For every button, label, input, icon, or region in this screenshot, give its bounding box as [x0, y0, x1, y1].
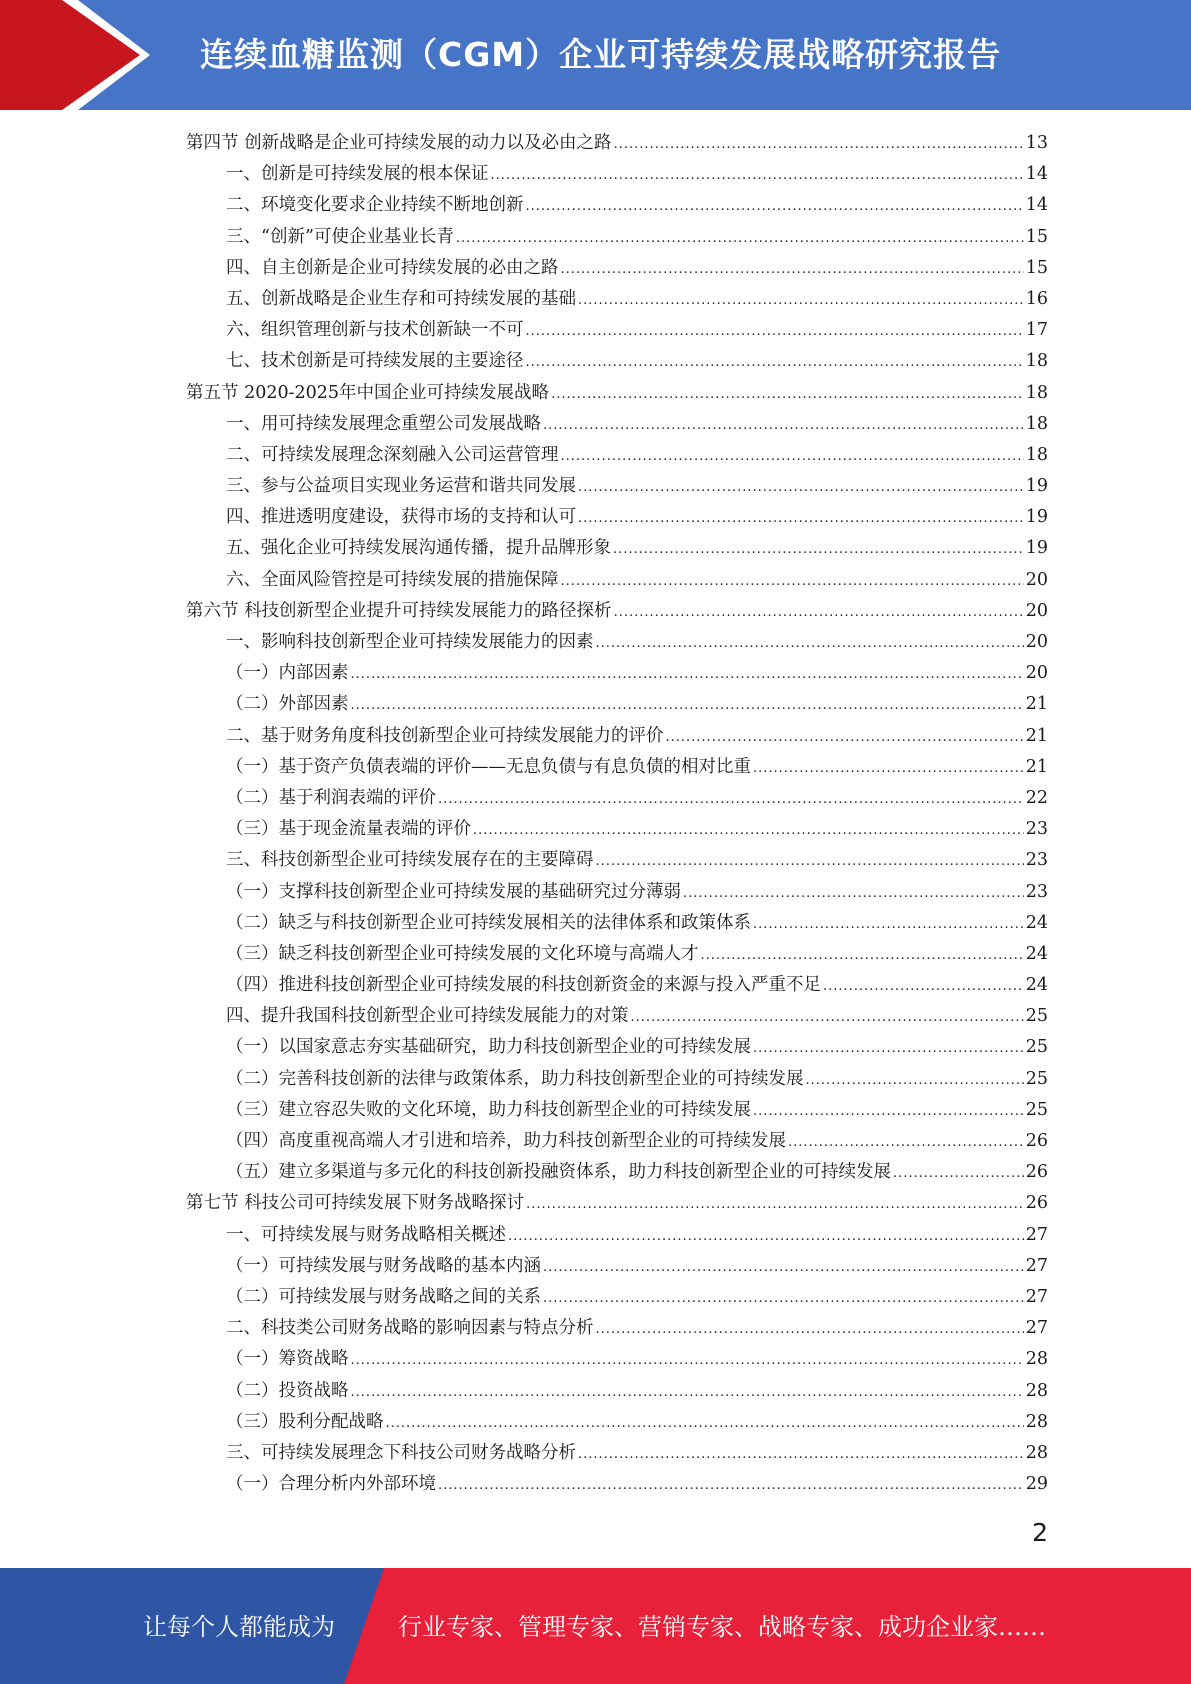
toc-entry-page: 18	[1025, 413, 1048, 434]
toc-entry[interactable]	[186, 1001, 1048, 1032]
toc-entry[interactable]	[186, 1313, 1048, 1344]
toc-entry-title: 二、基于财务角度科技创新型企业可持续发展能力的评价	[226, 725, 664, 746]
toc-entry[interactable]	[186, 284, 1048, 315]
toc-entry[interactable]	[186, 1188, 1048, 1219]
footer-slogan-left: 让每个人都能成为	[143, 1613, 335, 1641]
toc-entry-title: 三、“创新”可使企业基业长青	[226, 226, 454, 247]
toc-leader-dots	[543, 410, 1024, 441]
toc-entry-page: 13	[1025, 133, 1048, 153]
toc-entry[interactable]	[186, 1407, 1048, 1438]
toc-entry-page: 19	[1025, 507, 1048, 528]
toc-leader-dots	[596, 1314, 1024, 1345]
toc-entry-page: 20	[1025, 600, 1048, 621]
toc-entry-page: 26	[1025, 1162, 1048, 1183]
toc-entry-page: 26	[1025, 1193, 1048, 1214]
toc-entry-page: 20	[1025, 632, 1048, 652]
toc-entry[interactable]	[186, 1251, 1048, 1282]
toc-leader-dots	[823, 971, 1024, 1002]
toc-leader-dots	[543, 1283, 1024, 1314]
toc-entry-title: （一）筹资战略	[226, 1349, 349, 1370]
footer-slogan-right: 行业专家、管理专家、营销专家、战略专家、成功企业家……	[398, 1613, 1046, 1641]
toc-entry-page: 16	[1025, 288, 1048, 309]
toc-entry-page: 14	[1025, 195, 1048, 216]
toc-entry-title: （一）基于资产负债表端的评价——无息负债与有息负债的相对比重	[226, 756, 751, 777]
toc-entry-title: （三）股利分配战略	[226, 1411, 384, 1432]
toc-leader-dots	[543, 1252, 1024, 1283]
toc-entry[interactable]	[186, 315, 1048, 346]
toc-entry[interactable]	[186, 814, 1048, 845]
toc-entry-page: 23	[1025, 850, 1048, 871]
toc-entry[interactable]	[186, 440, 1048, 471]
toc-entry-title: （一）可持续发展与财务战略的基本内涵	[226, 1255, 541, 1276]
toc-leader-dots	[753, 753, 1024, 784]
toc-entry-title: （二）基于利润表端的评价	[226, 787, 436, 808]
toc-entry[interactable]	[186, 1126, 1048, 1157]
toc-leader-dots	[561, 254, 1024, 285]
page-number: 2	[1032, 1518, 1048, 1547]
toc-leader-dots	[806, 1065, 1024, 1096]
toc-entry[interactable]	[186, 970, 1048, 1001]
toc-leader-dots	[561, 566, 1024, 597]
toc-entry[interactable]	[186, 1438, 1048, 1469]
toc-leader-dots	[666, 722, 1024, 753]
toc-entry[interactable]	[186, 565, 1048, 596]
toc-entry-page: 20	[1025, 569, 1048, 590]
toc-entry-title: （三）建立容忍失败的文化环境，助力科技创新型企业的可持续发展	[226, 1099, 751, 1120]
toc-entry[interactable]	[186, 627, 1048, 658]
toc-leader-dots	[614, 129, 1024, 160]
toc-entry-title: （四）高度重视高端人才引进和培养，助力科技创新型企业的可持续发展	[226, 1131, 786, 1151]
toc-leader-dots	[526, 191, 1024, 222]
toc-entry-page: 27	[1025, 1318, 1048, 1339]
toc-entry-title: 一、创新是可持续发展的根本保证	[226, 164, 489, 185]
toc-entry[interactable]	[186, 939, 1048, 970]
toc-leader-dots	[578, 1439, 1024, 1470]
table-of-contents	[186, 128, 1048, 1500]
toc-leader-dots	[753, 1096, 1024, 1127]
toc-entry-page: 21	[1025, 725, 1048, 746]
toc-entry-page: 28	[1025, 1442, 1048, 1463]
toc-leader-dots	[551, 379, 1024, 410]
toc-leader-dots	[788, 1127, 1024, 1158]
toc-leader-dots	[351, 1377, 1024, 1408]
toc-entry-title: （三）缺乏科技创新型企业可持续发展的文化环境与高端人才	[226, 943, 699, 964]
toc-entry[interactable]	[186, 128, 1048, 159]
toc-entry-page: 28	[1025, 1349, 1048, 1370]
toc-leader-dots	[683, 878, 1024, 909]
toc-entry-title: （二）可持续发展与财务战略之间的关系	[226, 1286, 541, 1307]
toc-entry[interactable]	[186, 1376, 1048, 1407]
toc-entry-page: 26	[1025, 1131, 1048, 1151]
toc-entry-page: 24	[1025, 975, 1048, 996]
toc-entry-page: 23	[1025, 819, 1048, 840]
toc-entry[interactable]	[186, 1157, 1048, 1188]
toc-entry-title: （一）支撑科技创新型企业可持续发展的基础研究过分薄弱	[226, 881, 681, 902]
toc-entry-page: 25	[1025, 1037, 1048, 1058]
toc-entry[interactable]	[186, 658, 1048, 689]
toc-entry-page: 15	[1025, 257, 1048, 278]
toc-leader-dots	[631, 1002, 1024, 1033]
toc-leader-dots	[578, 285, 1024, 316]
toc-entry-page: 22	[1025, 787, 1048, 808]
toc-entry-title: 一、影响科技创新型企业可持续发展能力的因素	[226, 632, 594, 652]
toc-entry-title: 五、强化企业可持续发展沟通传播，提升品牌形象	[226, 538, 611, 559]
toc-entry-title: （一）以国家意志夯实基础研究，助力科技创新型企业的可持续发展	[226, 1037, 751, 1058]
toc-entry[interactable]	[186, 1064, 1048, 1095]
toc-entry-page: 29	[1025, 1474, 1048, 1495]
toc-entry[interactable]	[186, 1344, 1048, 1375]
toc-entry-title: 二、科技类公司财务战略的影响因素与特点分析	[226, 1318, 594, 1339]
toc-leader-dots	[351, 659, 1024, 690]
toc-entry[interactable]	[186, 253, 1048, 284]
toc-entry-page: 24	[1025, 943, 1048, 964]
toc-entry-page: 21	[1025, 756, 1048, 777]
toc-entry-title: 二、可持续发展理念深刻融入公司运营管理	[226, 444, 559, 465]
toc-entry[interactable]	[186, 1220, 1048, 1251]
footer-banner	[0, 1568, 1191, 1684]
toc-leader-dots	[596, 846, 1024, 877]
toc-leader-dots	[473, 815, 1024, 846]
toc-entry[interactable]	[186, 1095, 1048, 1126]
toc-entry-page: 25	[1025, 1099, 1048, 1120]
toc-entry[interactable]	[186, 845, 1048, 876]
toc-entry-page: 18	[1025, 444, 1048, 465]
toc-entry-page: 18	[1025, 382, 1048, 403]
toc-entry-title: 三、可持续发展理念下科技公司财务战略分析	[226, 1442, 576, 1463]
toc-leader-dots	[438, 784, 1024, 815]
toc-entry-page: 25	[1025, 1068, 1048, 1089]
toc-entry[interactable]	[186, 222, 1048, 253]
toc-entry[interactable]	[186, 783, 1048, 814]
toc-leader-dots	[438, 1470, 1024, 1501]
toc-leader-dots	[526, 316, 1024, 347]
toc-entry-title: 四、自主创新是企业可持续发展的必由之路	[226, 257, 559, 278]
toc-entry-title: （五）建立多渠道与多元化的科技创新投融资体系，助力科技创新型企业的可持续发展	[226, 1162, 891, 1183]
toc-entry-page: 14	[1025, 164, 1048, 185]
toc-entry[interactable]	[186, 752, 1048, 783]
toc-entry[interactable]	[186, 1032, 1048, 1063]
toc-leader-dots	[596, 628, 1024, 659]
toc-entry-page: 19	[1025, 476, 1048, 497]
toc-entry-page: 17	[1025, 320, 1048, 341]
report-header	[0, 0, 1191, 110]
toc-entry-title: （三）基于现金流量表端的评价	[226, 819, 471, 840]
toc-entry[interactable]	[186, 877, 1048, 908]
toc-entry[interactable]	[186, 159, 1048, 190]
toc-leader-dots	[351, 690, 1024, 721]
toc-entry-title: （一）合理分析内外部环境	[226, 1474, 436, 1495]
toc-entry-title: 六、组织管理创新与技术创新缺一不可	[226, 320, 524, 341]
toc-leader-dots	[561, 441, 1024, 472]
toc-entry-page: 25	[1025, 1006, 1048, 1027]
toc-entry[interactable]	[186, 378, 1048, 409]
toc-leader-dots	[386, 1408, 1024, 1439]
toc-entry[interactable]	[186, 908, 1048, 939]
toc-entry-title: 第七节 科技公司可持续发展下财务战略探讨	[186, 1193, 525, 1214]
toc-leader-dots	[508, 1221, 1024, 1252]
toc-entry[interactable]	[186, 689, 1048, 720]
toc-entry-title: （二）缺乏与科技创新型企业可持续发展相关的法律体系和政策体系	[226, 912, 751, 933]
toc-entry[interactable]	[186, 409, 1048, 440]
toc-leader-dots	[613, 534, 1024, 565]
toc-entry[interactable]	[186, 1469, 1048, 1500]
toc-leader-dots	[614, 597, 1024, 628]
toc-leader-dots	[701, 940, 1024, 971]
toc-leader-dots	[456, 223, 1024, 254]
toc-entry-title: 五、创新战略是企业生存和可持续发展的基础	[226, 288, 576, 309]
report-title: 连续血糖监测（CGM）企业可持续发展战略研究报告	[200, 35, 1002, 74]
toc-entry-title: 七、技术创新是可持续发展的主要途径	[226, 351, 524, 372]
toc-entry[interactable]	[186, 721, 1048, 752]
toc-leader-dots	[526, 347, 1024, 378]
toc-leader-dots	[578, 472, 1024, 503]
toc-entry-page: 15	[1025, 226, 1048, 247]
toc-entry-title: 三、科技创新型企业可持续发展存在的主要障碍	[226, 850, 594, 871]
toc-leader-dots	[578, 503, 1024, 534]
toc-entry[interactable]	[186, 346, 1048, 377]
toc-entry-page: 20	[1025, 663, 1048, 684]
toc-entry-title: 第六节 科技创新型企业提升可持续发展能力的路径探析	[186, 600, 612, 621]
toc-entry-title: 第五节 2020-2025年中国企业可持续发展战略	[186, 382, 550, 403]
toc-entry-page: 28	[1025, 1411, 1048, 1432]
toc-leader-dots	[526, 1189, 1024, 1220]
toc-entry-page: 24	[1025, 912, 1048, 933]
toc-entry[interactable]	[186, 502, 1048, 533]
toc-entry-page: 27	[1025, 1224, 1048, 1245]
toc-entry-page: 18	[1025, 351, 1048, 372]
toc-entry[interactable]	[186, 596, 1048, 627]
toc-entry-title: 二、环境变化要求企业持续不断地创新	[226, 195, 524, 216]
toc-entry-title: （二）完善科技创新的法律与政策体系，助力科技创新型企业的可持续发展	[226, 1068, 804, 1089]
toc-entry-title: 一、用可持续发展理念重塑公司发展战略	[226, 413, 541, 434]
toc-entry[interactable]	[186, 1282, 1048, 1313]
toc-entry-title: 四、提升我国科技创新型企业可持续发展能力的对策	[226, 1006, 629, 1027]
toc-entry-title: 第四节 创新战略是企业可持续发展的动力以及必由之路	[186, 133, 612, 153]
toc-entry-page: 19	[1025, 538, 1048, 559]
toc-leader-dots	[753, 909, 1024, 940]
toc-entry-title: 一、可持续发展与财务战略相关概述	[226, 1224, 506, 1245]
chevron-logo-icon	[0, 0, 160, 110]
toc-entry-title: 三、参与公益项目实现业务运营和谐共同发展	[226, 476, 576, 497]
toc-leader-dots	[753, 1033, 1024, 1064]
toc-entry-title: （一）内部因素	[226, 663, 349, 684]
toc-entry[interactable]	[186, 533, 1048, 564]
toc-entry-page: 27	[1025, 1286, 1048, 1307]
toc-entry[interactable]	[186, 471, 1048, 502]
toc-entry-title: 四、推进透明度建设，获得市场的支持和认可	[226, 507, 576, 528]
toc-leader-dots	[893, 1158, 1024, 1189]
toc-leader-dots	[491, 160, 1024, 191]
toc-entry-title: （二）投资战略	[226, 1380, 349, 1401]
toc-entry-title: 六、全面风险管控是可持续发展的措施保障	[226, 569, 559, 590]
toc-leader-dots	[351, 1345, 1024, 1376]
toc-entry-page: 23	[1025, 881, 1048, 902]
toc-entry-page: 21	[1025, 694, 1048, 715]
toc-entry[interactable]	[186, 190, 1048, 221]
toc-entry-page: 27	[1025, 1255, 1048, 1276]
toc-entry-title: （二）外部因素	[226, 694, 349, 715]
toc-entry-page: 28	[1025, 1380, 1048, 1401]
toc-entry-title: （四）推进科技创新型企业可持续发展的科技创新资金的来源与投入严重不足	[226, 975, 821, 996]
